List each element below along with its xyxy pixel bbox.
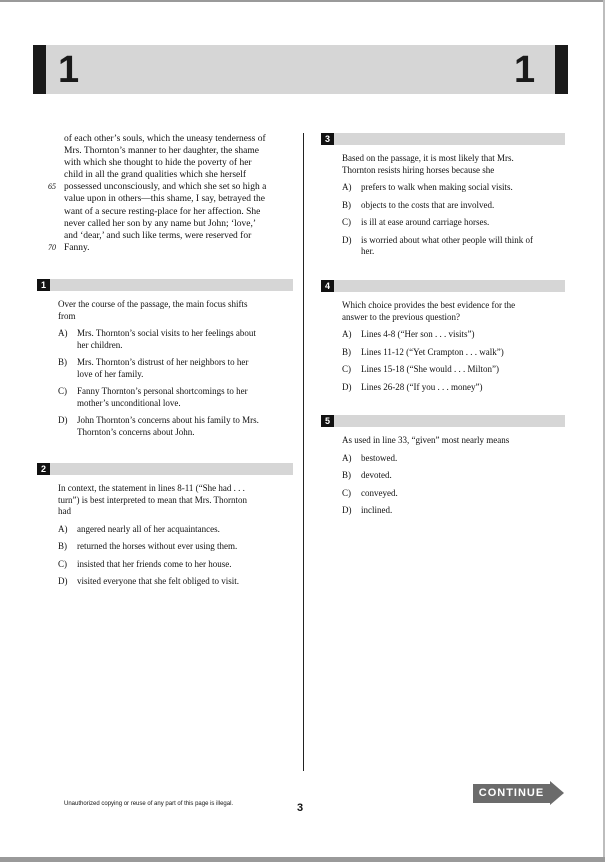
question-3	[321, 133, 565, 258]
answer-option-b[interactable]: B) objects to the costs that are involved.	[342, 199, 495, 210]
answer-option-a[interactable]: A) Lines 4-8 (“Her son . . . visits”)	[342, 329, 475, 339]
line-number: 70	[48, 242, 56, 252]
answer-option-c[interactable]: C) conveyed.	[342, 487, 398, 498]
passage-line: child in all the grand qualities which she herself	[64, 170, 247, 181]
section-bar-left	[33, 45, 46, 94]
line-number: 65	[48, 182, 56, 192]
question-number: 4	[321, 280, 334, 292]
answer-option-c[interactable]: C) insisted that her friends come to her house.	[58, 558, 232, 569]
question-number: 2	[37, 463, 50, 475]
section-number-right: 1	[514, 49, 536, 91]
question-4	[321, 280, 565, 393]
answer-option-b[interactable]: B) Mrs. Thornton’s distrust of her neighbors to her love of her family.	[58, 357, 249, 379]
passage-line: want of a secure resting-place for her affection. She	[64, 206, 261, 217]
answer-option-a[interactable]: A) Mrs. Thornton’s social visits to her feelings about her children.	[58, 328, 256, 350]
question-stem: Over the course of the passage, the main focus shifts from	[58, 299, 248, 321]
answer-option-a[interactable]: A) prefers to walk when making social visits.	[342, 182, 513, 192]
passage-line: never called her son by any name but John; ‘love,’	[64, 218, 257, 229]
question-header	[37, 279, 293, 291]
passage-line: value upon in others—this shame, I say, betrayed the	[64, 194, 265, 205]
section-number-left: 1	[58, 49, 80, 91]
answer-option-d[interactable]: D) visited everyone that she felt obliged to visit.	[58, 576, 239, 586]
answer-option-a[interactable]: A) bestowed.	[342, 452, 398, 463]
question-stem: In context, the statement in lines 8-11 (“She had . . . turn”) is best interpreted to mean that Mrs. Thornton had	[58, 483, 248, 516]
question-header	[321, 133, 565, 145]
passage-line: 70 Fanny.	[48, 242, 90, 253]
question-number: 3	[321, 133, 334, 145]
answer-option-d[interactable]: D) is worried about what other people will think of her.	[342, 234, 533, 256]
question-1	[37, 279, 293, 438]
question-2	[37, 463, 293, 588]
answer-option-b[interactable]: B) devoted.	[342, 470, 392, 480]
passage-line: with which she thought to hide the poverty of her	[64, 158, 252, 169]
page-number: 3	[297, 802, 304, 814]
question-5	[321, 415, 565, 517]
question-stem: As used in line 33, “given” most nearly means	[342, 435, 510, 445]
answer-option-a[interactable]: A) angered nearly all of her acquaintances.	[58, 523, 220, 534]
answer-option-b[interactable]: B) Lines 11-12 (“Yet Crampton . . . walk”)	[342, 346, 504, 357]
answer-option-d[interactable]: D) John Thornton’s concerns about his family to Mrs. Thornton’s concerns about John.	[58, 415, 259, 437]
question-number: 1	[37, 279, 50, 291]
passage-line: of each other’s souls, which the uneasy tenderness of	[64, 134, 266, 144]
question-header	[321, 415, 565, 427]
question-header	[321, 280, 565, 292]
section-bar-right	[555, 45, 568, 94]
continue-arrow-icon[interactable]	[550, 781, 564, 805]
question-number: 5	[321, 415, 334, 427]
passage-line: 65 possessed unconsciously, and which she set so high a	[48, 182, 267, 193]
passage-line: Mrs. Thornton’s manner to her daughter, the shame	[64, 146, 259, 157]
page-frame-top	[0, 0, 605, 2]
question-stem: Which choice provides the best evidence for the answer to the previous question?	[342, 300, 516, 322]
copyright-notice: Unauthorized copying or reuse of any part of this page is illegal.	[64, 801, 234, 807]
question-stem: Based on the passage, it is most likely that Mrs. Thornton resists hiring horses because she	[342, 153, 514, 175]
question-header	[37, 463, 293, 475]
answer-option-d[interactable]: D) inclined.	[342, 505, 393, 515]
section-header-band	[33, 45, 568, 94]
answer-option-c[interactable]: C) Fanny Thornton’s personal shortcomings to her mother’s unconditional love.	[58, 386, 248, 408]
page-frame-bottom	[0, 857, 605, 862]
column-divider	[303, 133, 304, 771]
answer-option-c[interactable]: C) is ill at ease around carriage horses.	[342, 217, 490, 227]
answer-option-b[interactable]: B) returned the horses without ever using them.	[58, 541, 238, 551]
continue-button[interactable]: CONTINUE	[473, 784, 550, 803]
answer-option-c[interactable]: C) Lines 15-18 (“She would . . . Milton”)	[342, 364, 499, 374]
passage-text	[48, 133, 294, 254]
answer-option-d[interactable]: D) Lines 26-28 (“If you . . . money”)	[342, 381, 483, 392]
passage-line: and ‘dear,’ and such like terms, were reserved for	[64, 230, 252, 241]
